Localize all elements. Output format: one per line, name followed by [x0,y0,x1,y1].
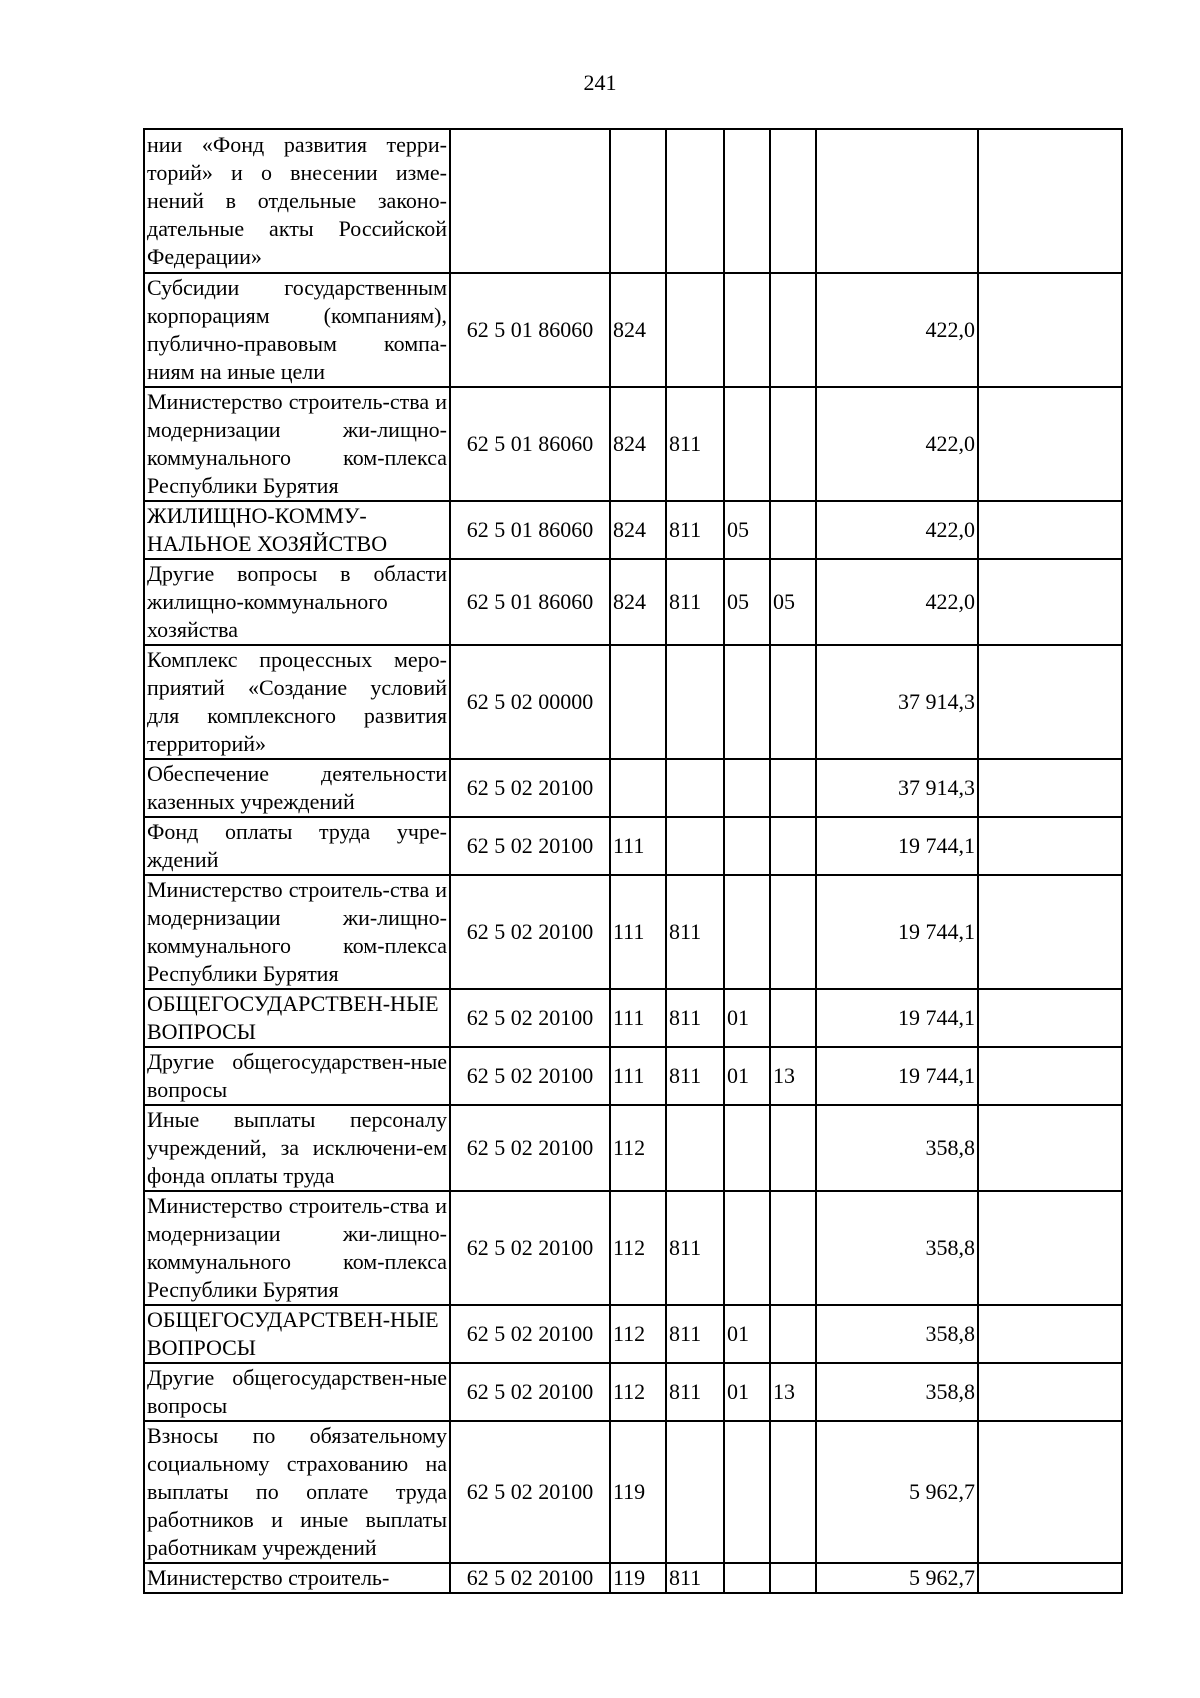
table-row [144,1563,1122,1593]
row-pr-cell [770,1305,816,1363]
row-empty-cell [978,1047,1122,1105]
row-pr-cell [770,759,816,817]
row-grbs-cell: 811 [666,559,724,645]
row-grbs-cell [666,1421,724,1563]
row-grbs-cell [666,645,724,759]
row-name-cell: ОБЩЕГОСУДАРСТВЕН-НЫЕ ВОПРОСЫ [144,1305,450,1363]
row-empty-cell [978,273,1122,387]
row-name-cell: Субсидии государственным корпорациям (компаниям), публично-правовым компа-ниям на иные цели [144,273,450,387]
row-name-cell: Другие общегосударствен-ные вопросы [144,1047,450,1105]
row-grbs-cell [666,759,724,817]
row-sum-cell: 19 744,1 [816,875,978,989]
row-pr-cell: 13 [770,1363,816,1421]
row-vr-cell: 112 [610,1305,666,1363]
row-rz-cell [724,273,770,387]
table-row [144,1421,1122,1563]
table-row [144,989,1122,1047]
row-rz-cell [724,875,770,989]
row-rz-cell: 01 [724,1305,770,1363]
row-code-cell: 62 5 02 20100 [450,817,610,875]
table-row [144,875,1122,989]
row-code-cell: 62 5 02 20100 [450,989,610,1047]
row-grbs-cell: 811 [666,387,724,501]
table-row [144,817,1122,875]
row-grbs-cell [666,273,724,387]
table-row [144,559,1122,645]
row-rz-cell [724,759,770,817]
row-rz-cell: 01 [724,1363,770,1421]
table-row [144,645,1122,759]
row-vr-cell: 119 [610,1563,666,1593]
row-empty-cell [978,645,1122,759]
row-pr-cell [770,273,816,387]
row-grbs-cell: 811 [666,1363,724,1421]
row-vr-cell [610,759,666,817]
row-name-cell: Иные выплаты персоналу учреждений, за исключени-ем фонда оплаты труда [144,1105,450,1191]
row-name-cell: Другие общегосударствен-ные вопросы [144,1363,450,1421]
budget-table [143,128,1123,1594]
row-pr-cell [770,1191,816,1305]
row-pr-cell [770,875,816,989]
row-vr-cell [610,129,666,273]
row-empty-cell [978,759,1122,817]
row-name-cell: Министерство строитель-ства и модернизации жи-лищно-коммунального ком-плекса Республики Бурятия [144,387,450,501]
row-code-cell: 62 5 02 20100 [450,759,610,817]
row-pr-cell [770,387,816,501]
table-row [144,1305,1122,1363]
row-grbs-cell: 811 [666,875,724,989]
table-row [144,759,1122,817]
row-empty-cell [978,875,1122,989]
row-sum-cell: 37 914,3 [816,645,978,759]
row-grbs-cell [666,817,724,875]
row-grbs-cell: 811 [666,1047,724,1105]
row-code-cell: 62 5 02 20100 [450,1047,610,1105]
row-pr-cell [770,1105,816,1191]
row-rz-cell: 01 [724,1047,770,1105]
row-vr-cell [610,645,666,759]
row-pr-cell [770,817,816,875]
row-code-cell: 62 5 01 86060 [450,273,610,387]
row-code-cell: 62 5 01 86060 [450,559,610,645]
row-code-cell: 62 5 02 20100 [450,1105,610,1191]
row-pr-cell [770,129,816,273]
row-code-cell: 62 5 02 20100 [450,1421,610,1563]
row-rz-cell [724,129,770,273]
table-row [144,1363,1122,1421]
row-name-cell: Фонд оплаты труда учре-ждений [144,817,450,875]
page-number: 241 [583,70,617,95]
row-grbs-cell: 811 [666,1305,724,1363]
row-grbs-cell: 811 [666,1563,724,1593]
row-name-cell: Министерство строитель- [144,1563,450,1593]
row-name-cell: Министерство строитель-ства и модернизации жи-лищно-коммунального ком-плекса Республики Бурятия [144,1191,450,1305]
row-empty-cell [978,1421,1122,1563]
row-vr-cell: 111 [610,989,666,1047]
row-sum-cell: 5 962,7 [816,1563,978,1593]
row-vr-cell: 824 [610,387,666,501]
row-vr-cell: 824 [610,559,666,645]
row-vr-cell: 112 [610,1105,666,1191]
row-code-cell: 62 5 01 86060 [450,387,610,501]
row-pr-cell [770,501,816,559]
row-vr-cell: 824 [610,273,666,387]
row-rz-cell [724,387,770,501]
row-code-cell: 62 5 02 20100 [450,1305,610,1363]
row-empty-cell [978,387,1122,501]
row-pr-cell [770,989,816,1047]
row-pr-cell: 13 [770,1047,816,1105]
row-pr-cell: 05 [770,559,816,645]
row-name-cell: Комплекс процессных меро-приятий «Создание условий для комплексного развития территорий» [144,645,450,759]
row-name-cell: ОБЩЕГОСУДАРСТВЕН-НЫЕ ВОПРОСЫ [144,989,450,1047]
row-sum-cell: 19 744,1 [816,989,978,1047]
row-code-cell: 62 5 02 20100 [450,1563,610,1593]
row-code-cell: 62 5 02 20100 [450,1363,610,1421]
row-sum-cell: 422,0 [816,559,978,645]
row-rz-cell [724,1191,770,1305]
row-vr-cell: 112 [610,1191,666,1305]
row-vr-cell: 111 [610,1047,666,1105]
row-grbs-cell [666,129,724,273]
row-name-cell: нии «Фонд развития терри-торий» и о внесении изме-нений в отдельные законо-дательные акты Российской Федерации» [144,129,450,273]
table-row [144,387,1122,501]
table-row [144,1105,1122,1191]
table-row [144,501,1122,559]
row-sum-cell: 422,0 [816,273,978,387]
row-rz-cell: 01 [724,989,770,1047]
row-name-cell: Обеспечение деятельности казенных учреждений [144,759,450,817]
row-empty-cell [978,1305,1122,1363]
row-empty-cell [978,1363,1122,1421]
row-code-cell [450,129,610,273]
table-row [144,273,1122,387]
row-empty-cell [978,1105,1122,1191]
row-empty-cell [978,1563,1122,1593]
row-rz-cell [724,1421,770,1563]
row-rz-cell [724,645,770,759]
row-empty-cell [978,129,1122,273]
row-empty-cell [978,559,1122,645]
row-grbs-cell [666,1105,724,1191]
table-row [144,129,1122,273]
row-code-cell: 62 5 02 00000 [450,645,610,759]
row-rz-cell: 05 [724,501,770,559]
row-sum-cell [816,129,978,273]
row-vr-cell: 111 [610,817,666,875]
row-sum-cell: 358,8 [816,1363,978,1421]
table-row [144,1047,1122,1105]
row-empty-cell [978,817,1122,875]
budget-table-body [144,129,1122,1593]
row-rz-cell [724,817,770,875]
row-code-cell: 62 5 02 20100 [450,875,610,989]
row-pr-cell [770,1563,816,1593]
row-rz-cell [724,1563,770,1593]
row-empty-cell [978,1191,1122,1305]
row-vr-cell: 119 [610,1421,666,1563]
row-rz-cell [724,1105,770,1191]
row-name-cell: Взносы по обязательному социальному страхованию на выплаты по оплате труда работников и иные выплаты работникам учреждений [144,1421,450,1563]
row-grbs-cell: 811 [666,989,724,1047]
row-vr-cell: 824 [610,501,666,559]
row-empty-cell [978,989,1122,1047]
table-row [144,1191,1122,1305]
row-pr-cell [770,1421,816,1563]
row-rz-cell: 05 [724,559,770,645]
row-sum-cell: 358,8 [816,1305,978,1363]
row-name-cell: ЖИЛИЩНО-КОММУ-НАЛЬНОЕ ХОЗЯЙСТВО [144,501,450,559]
row-sum-cell: 19 744,1 [816,1047,978,1105]
row-sum-cell: 358,8 [816,1191,978,1305]
row-empty-cell [978,501,1122,559]
row-pr-cell [770,645,816,759]
row-vr-cell: 111 [610,875,666,989]
row-name-cell: Министерство строитель-ства и модернизации жи-лищно-коммунального ком-плекса Республики Бурятия [144,875,450,989]
row-sum-cell: 37 914,3 [816,759,978,817]
row-sum-cell: 19 744,1 [816,817,978,875]
row-name-cell: Другие вопросы в области жилищно-коммунального хозяйства [144,559,450,645]
row-sum-cell: 5 962,7 [816,1421,978,1563]
row-vr-cell: 112 [610,1363,666,1421]
row-code-cell: 62 5 01 86060 [450,501,610,559]
row-code-cell: 62 5 02 20100 [450,1191,610,1305]
row-sum-cell: 422,0 [816,387,978,501]
row-grbs-cell: 811 [666,501,724,559]
row-sum-cell: 358,8 [816,1105,978,1191]
row-grbs-cell: 811 [666,1191,724,1305]
row-sum-cell: 422,0 [816,501,978,559]
